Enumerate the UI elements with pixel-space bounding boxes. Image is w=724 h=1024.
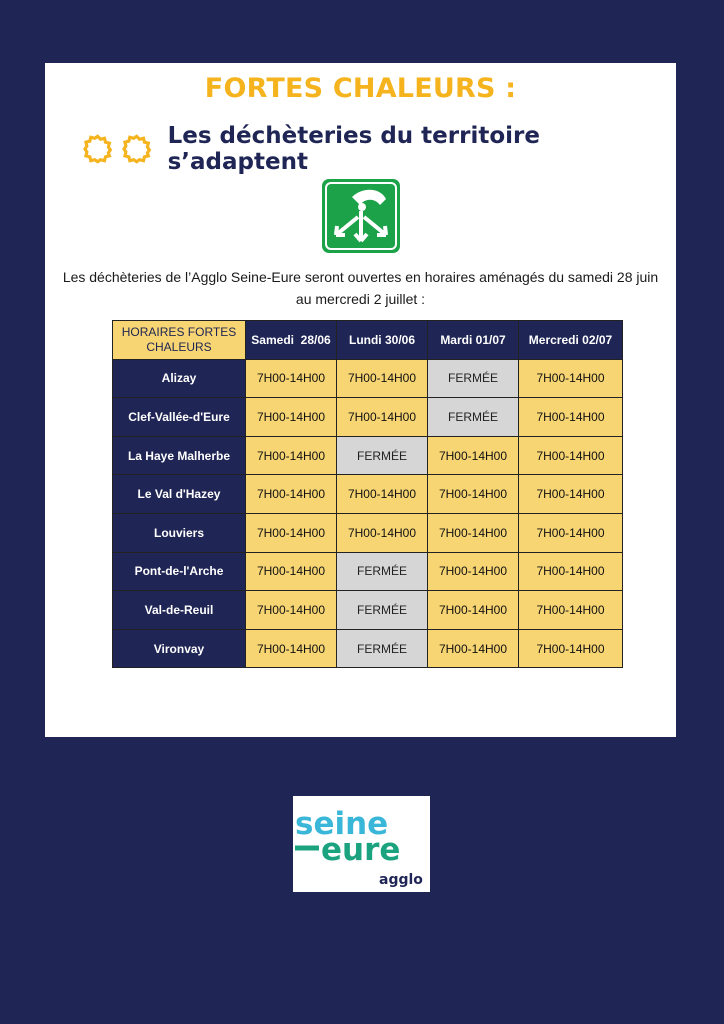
- hours-cell: 7H00-14H00: [337, 513, 428, 552]
- table-row: [113, 513, 623, 552]
- site-name: Val-de-Reuil: [113, 591, 246, 630]
- hours-cell: 7H00-14H00: [337, 475, 428, 514]
- table-header-row: [113, 321, 623, 360]
- site-name: Le Val d'Hazey: [113, 475, 246, 514]
- hours-cell: 7H00-14H00: [246, 398, 337, 437]
- hours-cell: 7H00-14H00: [519, 436, 623, 475]
- hours-cell: FERMÉE: [428, 359, 519, 398]
- intro-text: [51, 266, 670, 310]
- hours-cell: FERMÉE: [337, 436, 428, 475]
- hours-cell: 7H00-14H00: [519, 398, 623, 437]
- hours-cell: 7H00-14H00: [428, 552, 519, 591]
- headline: FORTES CHALEURS :: [204, 73, 517, 104]
- site-name: Pont-de-l'Arche: [113, 552, 246, 591]
- hours-cell: 7H00-14H00: [246, 591, 337, 630]
- hours-cell: 7H00-14H00: [246, 552, 337, 591]
- logo-word: agglo: [379, 872, 423, 888]
- sun-icon: [122, 134, 151, 164]
- table-row: [113, 475, 623, 514]
- subtitle: Les déchèteries du territoire s’adaptent: [167, 123, 540, 175]
- hours-cell: 7H00-14H00: [519, 359, 623, 398]
- hours-cell: 7H00-14H00: [519, 629, 623, 668]
- logo-word: eure: [321, 832, 401, 868]
- sun-icon: [83, 134, 112, 164]
- hours-cell: FERMÉE: [337, 552, 428, 591]
- corner-header-line: CHALEURS: [146, 339, 212, 354]
- hours-cell: 7H00-14H00: [337, 398, 428, 437]
- site-name: Clef-Vallée-d'Eure: [113, 398, 246, 437]
- site-name: Louviers: [113, 513, 246, 552]
- hours-cell: 7H00-14H00: [428, 629, 519, 668]
- site-name: Vironvay: [113, 629, 246, 668]
- corner-header: [113, 321, 246, 360]
- hours-cell: 7H00-14H00: [519, 591, 623, 630]
- hours-cell: 7H00-14H00: [428, 513, 519, 552]
- hours-cell: 7H00-14H00: [246, 475, 337, 514]
- hours-cell: FERMÉE: [337, 629, 428, 668]
- site-name: Alizay: [113, 359, 246, 398]
- notice-card: [45, 63, 676, 737]
- seine-eure-logo: [293, 796, 430, 892]
- hours-cell: 7H00-14H00: [519, 513, 623, 552]
- logo-word: seine: [295, 806, 389, 842]
- day-header: Mercredi 02/07: [519, 321, 623, 360]
- hours-cell: 7H00-14H00: [428, 475, 519, 514]
- hours-cell: 7H00-14H00: [246, 436, 337, 475]
- hours-cell: 7H00-14H00: [519, 475, 623, 514]
- intro-line: Les déchèteries de l’Agglo Seine-Eure seront ouvertes en horaires aménagés du samedi 28 juin: [62, 269, 659, 285]
- seine-eure-logo-mark: [293, 796, 430, 892]
- hours-cell: 7H00-14H00: [519, 552, 623, 591]
- subtitle-row: [83, 123, 676, 175]
- table-row: [113, 359, 623, 398]
- hours-cell: 7H00-14H00: [246, 359, 337, 398]
- corner-header-line: HORAIRES FORTES: [121, 324, 237, 339]
- table-row: [113, 591, 623, 630]
- day-header: Lundi 30/06: [337, 321, 428, 360]
- hours-cell: 7H00-14H00: [428, 436, 519, 475]
- waste-sorting-icon: [322, 179, 400, 253]
- hours-cell: FERMÉE: [428, 398, 519, 437]
- table-row: [113, 552, 623, 591]
- table-row: [113, 398, 623, 437]
- table-row: [113, 629, 623, 668]
- site-name: La Haye Malherbe: [113, 436, 246, 475]
- table-row: [113, 436, 623, 475]
- day-header: Samedi 28/06: [246, 321, 337, 360]
- schedule-table: [112, 320, 623, 668]
- hours-cell: 7H00-14H00: [246, 629, 337, 668]
- hours-cell: 7H00-14H00: [337, 359, 428, 398]
- hours-cell: 7H00-14H00: [246, 513, 337, 552]
- hours-cell: 7H00-14H00: [428, 591, 519, 630]
- intro-line: au mercredi 2 juillet :: [295, 291, 426, 307]
- hours-cell: FERMÉE: [337, 591, 428, 630]
- day-header: Mardi 01/07: [428, 321, 519, 360]
